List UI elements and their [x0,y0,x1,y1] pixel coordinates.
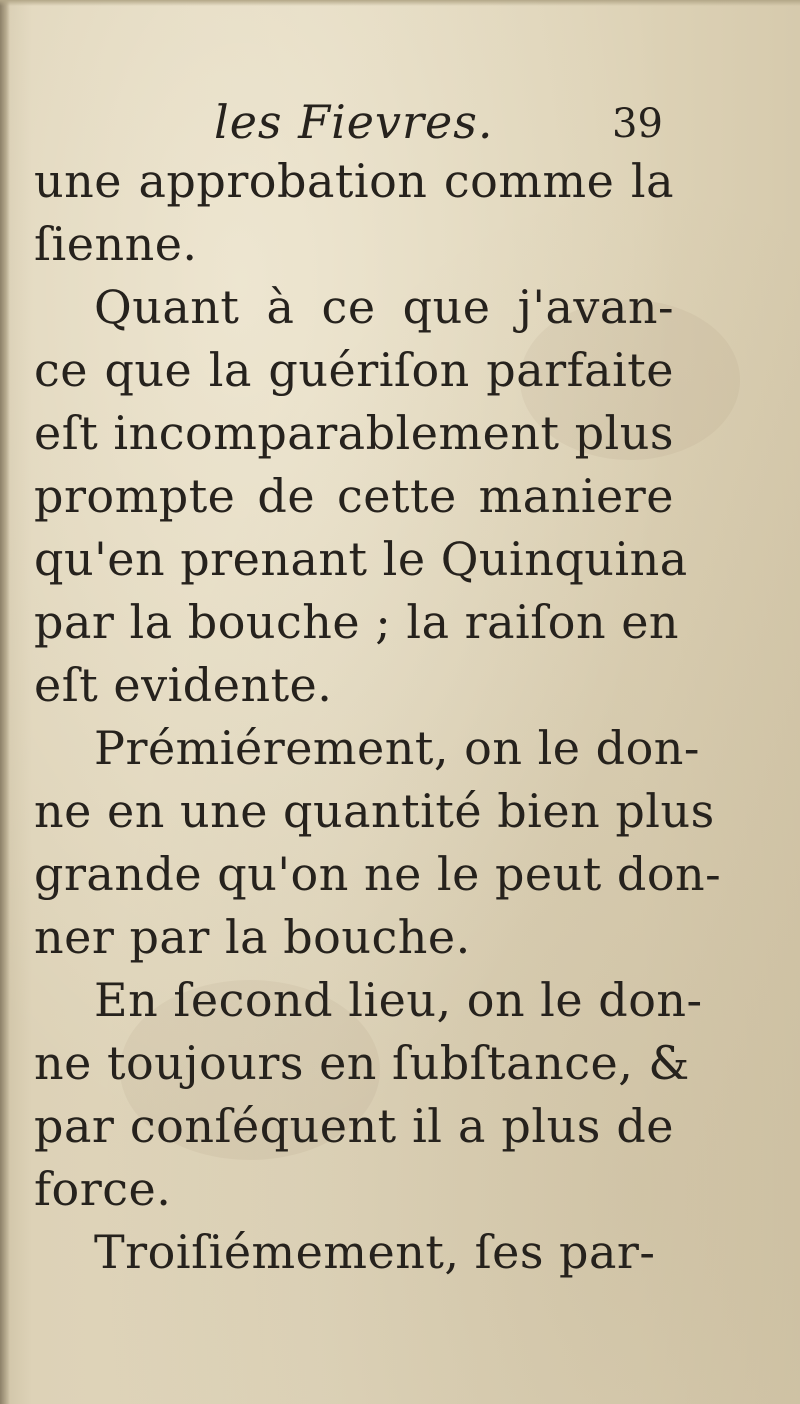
text-line: qu'en prenant le Quinquina [34,532,688,586]
text-line: prompte de cette maniere [34,469,674,523]
running-title: les Fievres. [214,95,494,149]
paragraph-start-line: Troiſiémement, ſes par- [94,1225,656,1279]
text-line: par la bouche ; la raiſon en [34,595,680,649]
text-line: ne en une quantité bien plus [34,784,715,838]
page-gutter-edge [0,0,10,1404]
text-line: eſt incomparablement plus [34,406,674,460]
paragraph-start-line: Quant à ce que j'avan- [94,280,674,334]
text-line: force. [34,1162,172,1216]
page-top-edge [0,0,800,6]
text-line: ner par la bouche. [34,910,471,964]
text-line: ſienne. [34,217,198,271]
text-line: une approbation comme la [34,154,674,208]
text-line: grande qu'on ne le peut don- [34,847,722,901]
paragraph-start-line: En ſecond lieu, on le don- [94,973,703,1027]
text-line: par conſéquent il a plus de [34,1099,674,1153]
running-head [0,92,800,152]
text-line: ce que la guériſon parfaite [34,343,674,397]
text-line: ne toujours en ſubſtance, & [34,1036,690,1090]
body-text [34,150,722,1284]
page-number: 39 [612,101,663,147]
text-line: eſt evidente. [34,658,333,712]
paragraph-start-line: Prémiérement, on le don- [94,721,700,775]
